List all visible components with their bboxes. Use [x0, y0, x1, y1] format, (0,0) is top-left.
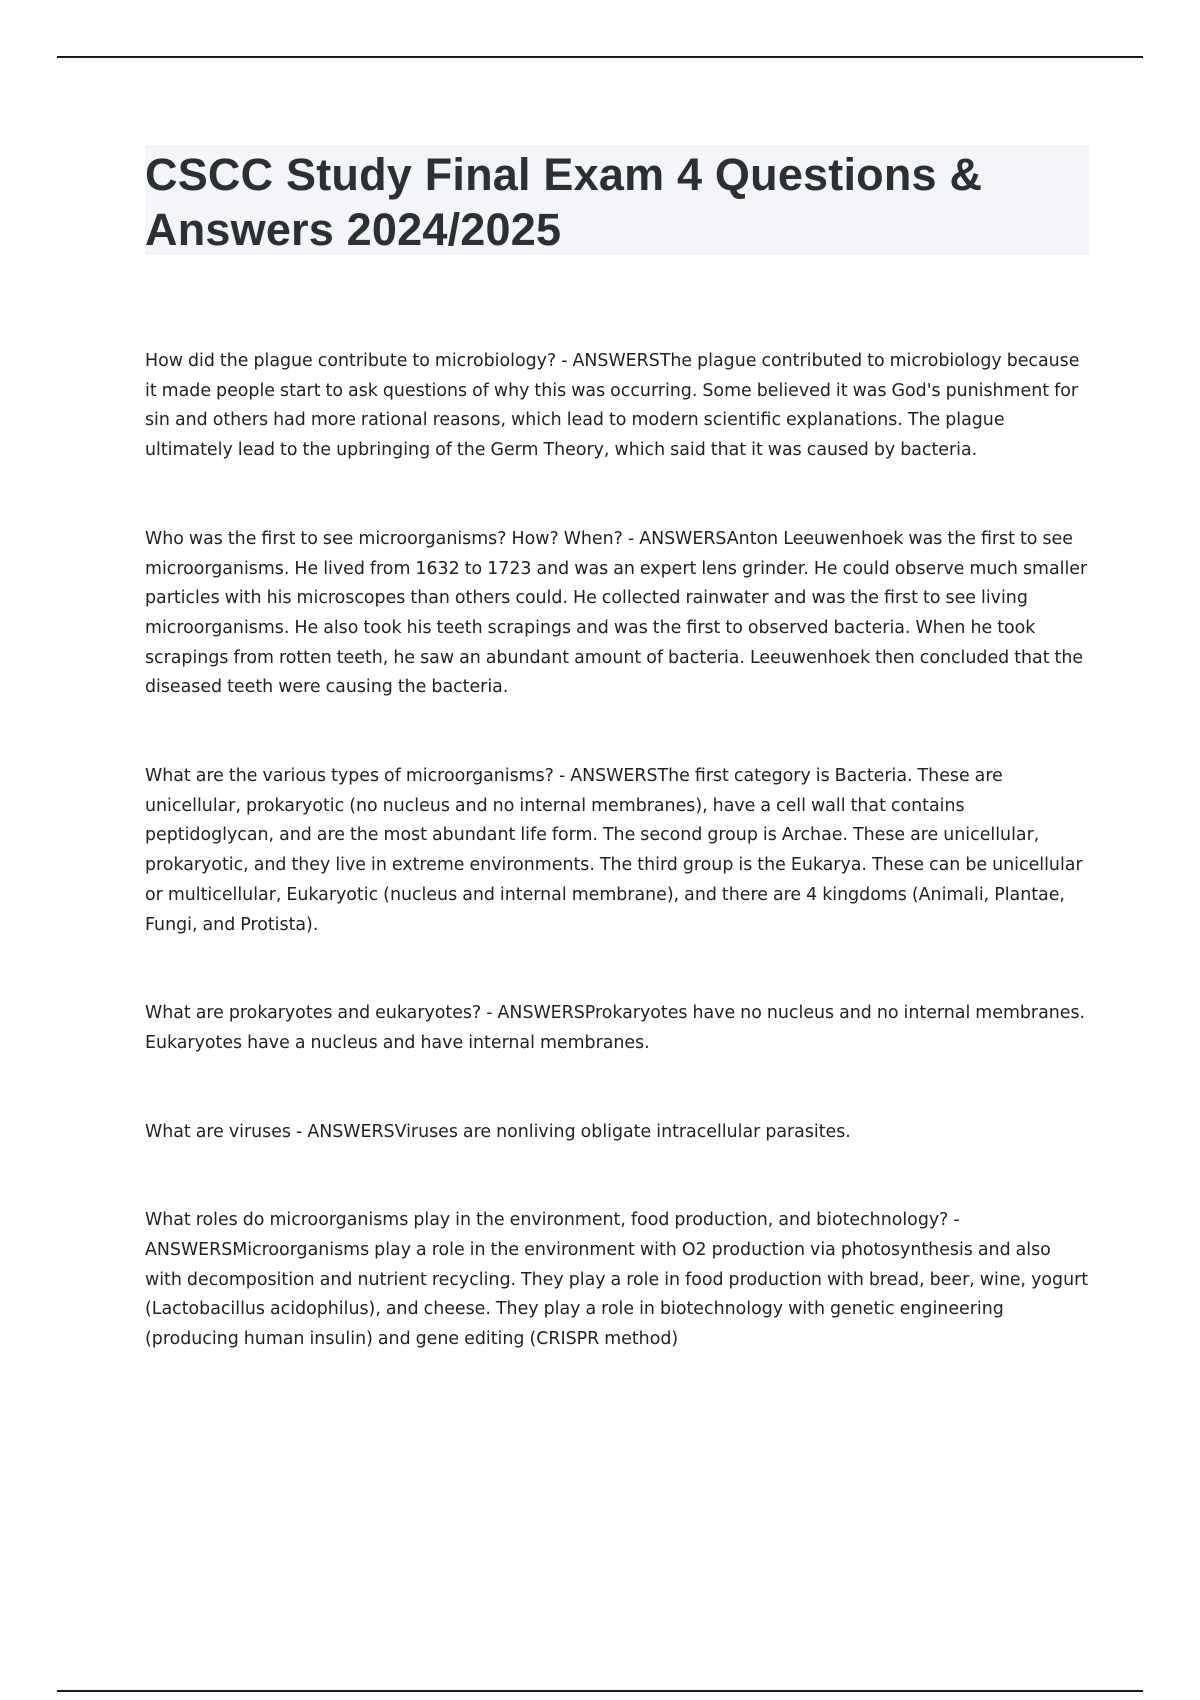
qa-entry-prokaryotes-eukaryotes: What are prokaryotes and eukaryotes? - ANSWERSProkaryotes have no nucleus and no internal membranes. Eukaryotes have a nucleus and have internal membranes.: [145, 1003, 1086, 1053]
document-title: CSCC Study Final Exam 4 Questions & Answers 2024/2025: [145, 149, 983, 255]
qa-entry-microorganism-types: What are the various types of microorganisms? - ANSWERSThe first category is Bacteria. These are unicellular, prokaryotic (no nucleus and no internal membranes), have a cell wall that contains peptidoglycan, and are the most abundant life form. The second group is Archae. These are unicellular, prokaryotic, and they live in extreme environments. The third group is the Eukarya. These can be unicellular or multicellular, Eukaryotic (nucleus and internal membrane), and there are 4 kingdoms (Animali, Plantae, Fungi, and Protista).: [145, 766, 1083, 935]
qa-entry-first-microorganisms: Who was the first to see microorganisms? How? When? - ANSWERSAnton Leeuwenhoek was the first to see microorganisms. He lived from 1632 to 1723 and was an expert lens grinder. He could observe much smaller particles with his microscopes than others could. He collected rainwater and was the first to see living microorganisms. He also took his teeth scrapings and was the first to observed bacteria. When he took scrapings from rotten teeth, he saw an abundant amount of bacteria. Leeuwenhoek then concluded that the diseased teeth were causing the bacteria.: [145, 528, 1088, 698]
title-banner: [145, 145, 1089, 255]
qa-list: [145, 347, 1090, 1355]
bottom-divider: [57, 1690, 1143, 1692]
qa-entry-viruses: What are viruses - ANSWERSViruses are nonliving obligate intracellular parasites.: [145, 1121, 851, 1142]
qa-entry-plague: How did the plague contribute to microbiology? - ANSWERSThe plague contributed to microbiology because it made people start to ask questions of why this was occurring. Some believed it was God's punishment for sin and others had more rational reasons, which lead to modern scientific explanations. The plague ultimately lead to the upbringing of the Germ Theory, which said that it was caused by bacteria.: [145, 351, 1080, 461]
qa-entry-microorganism-roles: What roles do microorganisms play in the environment, food production, and biotechnology? - ANSWERSMicroorganisms play a role in the environment with O2 production via photosynthesis and also with decomposition and nutrient recycling. They play a role in food production with bread, beer, wine, yogurt (Lactobacillus acidophilus), and cheese. They play a role in biotechnology with genetic engineering (producing human insulin) and gene editing (CRISPR method): [145, 1210, 1089, 1350]
top-divider: [57, 56, 1143, 58]
